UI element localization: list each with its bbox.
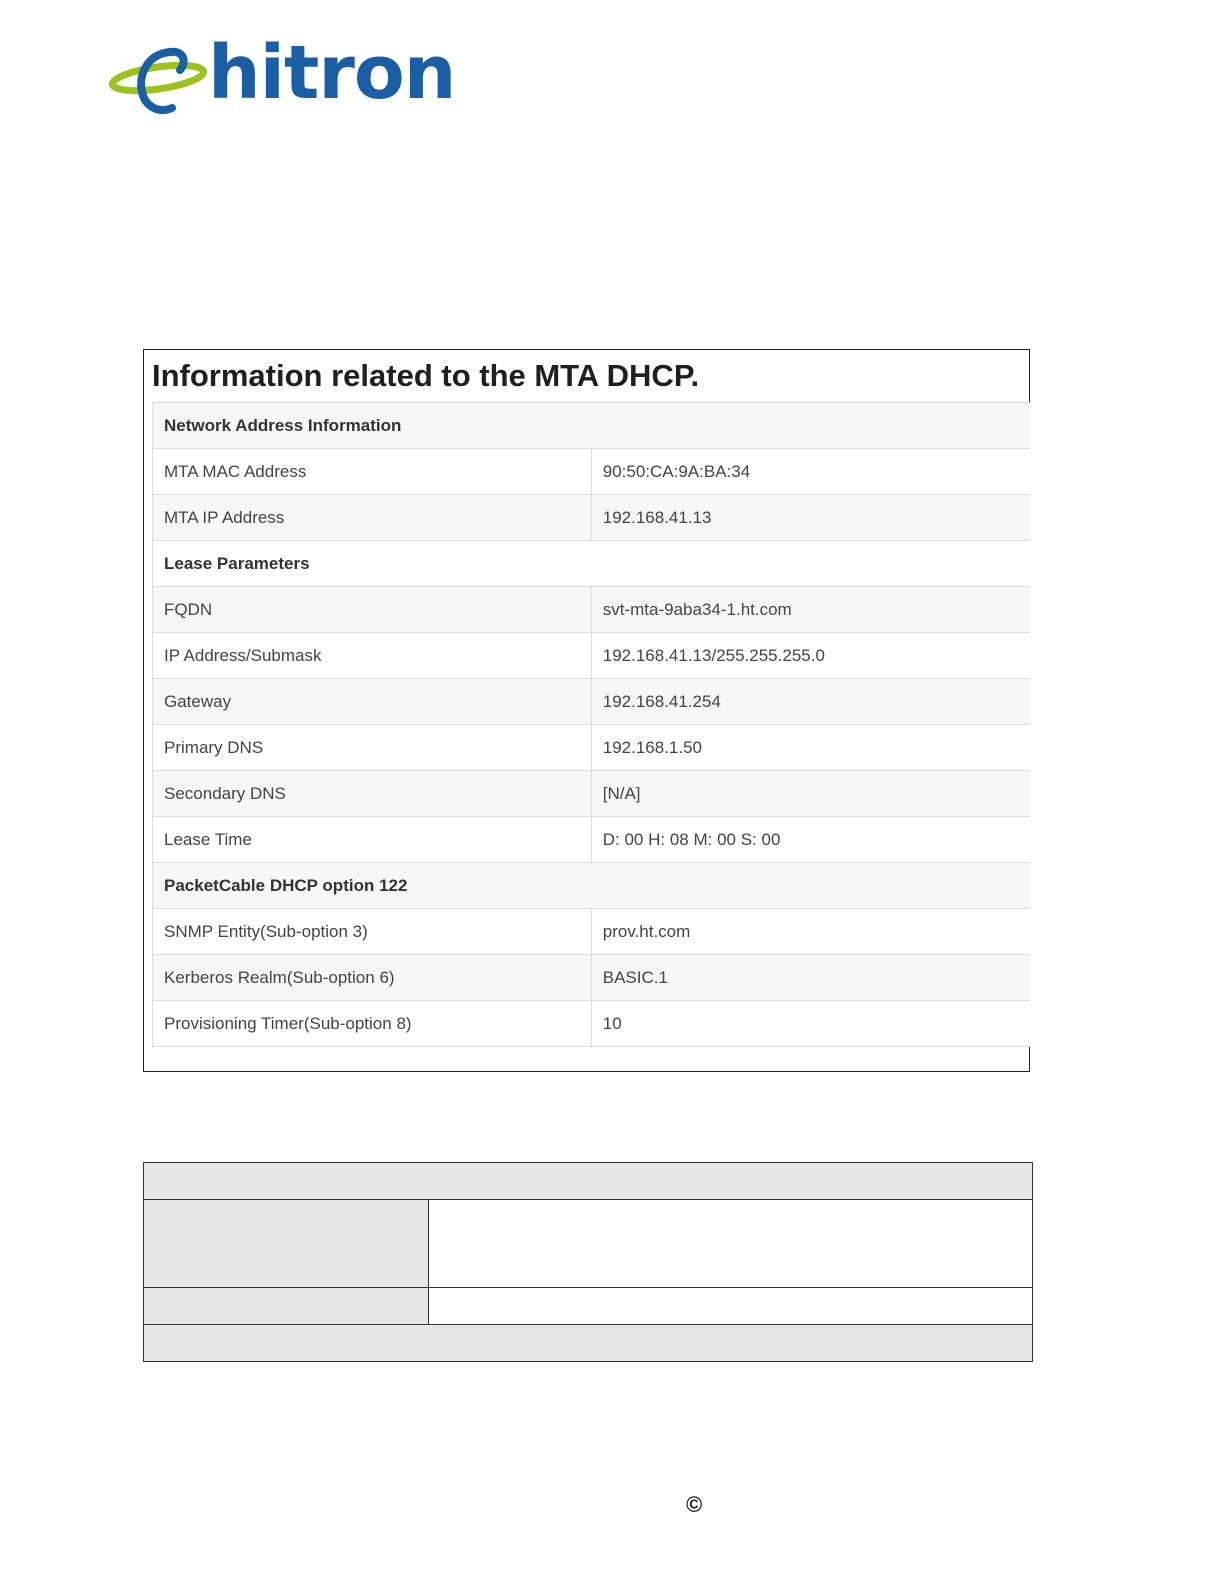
table-footer-row — [144, 1325, 1033, 1362]
field-value: svt-mta-9aba34-1.ht.com — [591, 587, 1030, 633]
field-value: BASIC.1 — [591, 955, 1030, 1001]
table-value-cell — [429, 1200, 1033, 1288]
copyright-symbol: © — [686, 1492, 703, 1517]
field-value: 192.168.41.13 — [591, 495, 1030, 541]
section-header: Network Address Information — [153, 403, 1031, 449]
table-footer-cell — [144, 1325, 1033, 1362]
table-row — [144, 1200, 1033, 1288]
description-table — [143, 1162, 1033, 1362]
table-row — [153, 725, 1031, 771]
field-value: D: 00 H: 08 M: 00 S: 00 — [591, 817, 1030, 863]
hitron-swoosh-icon — [108, 44, 218, 120]
field-label: MTA IP Address — [153, 495, 592, 541]
table-row — [153, 679, 1031, 725]
section-header: Lease Parameters — [153, 541, 1031, 587]
table-value-cell — [429, 1288, 1033, 1325]
section-header-row — [153, 541, 1031, 587]
field-value: 192.168.1.50 — [591, 725, 1030, 771]
mta-dhcp-figure — [143, 349, 1030, 1072]
hitron-wordmark: hitron — [208, 30, 456, 116]
table-row — [153, 955, 1031, 1001]
field-label: Gateway — [153, 679, 592, 725]
table-label-cell — [144, 1288, 429, 1325]
section-header-row — [153, 403, 1031, 449]
table-row — [153, 771, 1031, 817]
field-label: Kerberos Realm(Sub-option 6) — [153, 955, 592, 1001]
field-value: 10 — [591, 1001, 1030, 1047]
field-label: FQDN — [153, 587, 592, 633]
table-header-row — [144, 1163, 1033, 1200]
table-row — [153, 587, 1031, 633]
field-label: IP Address/Submask — [153, 633, 592, 679]
field-label: Lease Time — [153, 817, 592, 863]
table-row — [153, 495, 1031, 541]
table-row — [153, 909, 1031, 955]
table-row — [144, 1288, 1033, 1325]
field-value: prov.ht.com — [591, 909, 1030, 955]
field-value: 192.168.41.254 — [591, 679, 1030, 725]
table-label-cell — [144, 1200, 429, 1288]
section-header-row — [153, 863, 1031, 909]
field-value: [N/A] — [591, 771, 1030, 817]
mta-dhcp-table — [152, 402, 1030, 1047]
field-label: Primary DNS — [153, 725, 592, 771]
field-label: Secondary DNS — [153, 771, 592, 817]
field-label: MTA MAC Address — [153, 449, 592, 495]
table-row — [153, 633, 1031, 679]
section-header: PacketCable DHCP option 122 — [153, 863, 1031, 909]
figure-title: Information related to the MTA DHCP. — [152, 358, 700, 393]
hitron-logo — [108, 30, 456, 120]
table-row — [153, 449, 1031, 495]
field-label: SNMP Entity(Sub-option 3) — [153, 909, 592, 955]
table-row — [153, 1001, 1031, 1047]
field-value: 90:50:CA:9A:BA:34 — [591, 449, 1030, 495]
table-header-cell — [144, 1163, 1033, 1200]
field-label: Provisioning Timer(Sub-option 8) — [153, 1001, 592, 1047]
field-value: 192.168.41.13/255.255.255.0 — [591, 633, 1030, 679]
table-row — [153, 817, 1031, 863]
